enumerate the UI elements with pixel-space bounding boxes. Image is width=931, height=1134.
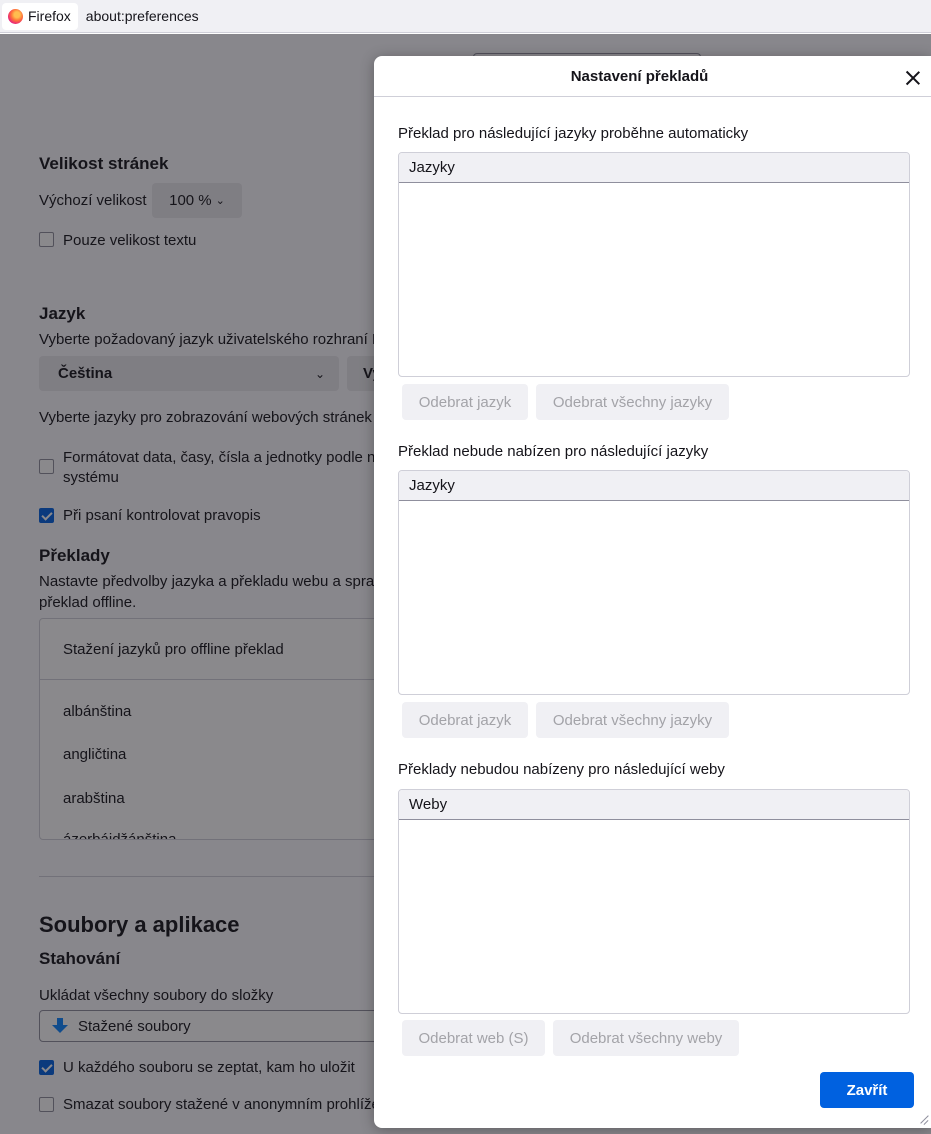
remove-site-button[interactable]: Odebrat web (S) xyxy=(402,1020,545,1056)
url-bar[interactable] xyxy=(0,0,931,33)
never-sites-column-header[interactable]: Weby xyxy=(399,790,909,820)
always-translate-label: Překlad pro následující jazyky proběhne automaticky xyxy=(398,125,749,142)
never-sites-list[interactable] xyxy=(398,789,910,1014)
never-translate-column-header[interactable]: Jazyky xyxy=(399,471,909,501)
never-remove-language-button[interactable]: Odebrat jazyk xyxy=(402,702,528,738)
resize-grip-icon[interactable] xyxy=(917,1114,929,1126)
remove-all-sites-button[interactable]: Odebrat všechny weby xyxy=(553,1020,739,1056)
close-icon[interactable] xyxy=(902,67,924,89)
always-translate-list[interactable] xyxy=(398,152,910,377)
identity-box[interactable] xyxy=(2,3,78,30)
never-translate-label: Překlad nebude nabízen pro následující jazyky xyxy=(398,443,709,460)
always-remove-all-languages-button[interactable]: Odebrat všechny jazyky xyxy=(536,384,729,420)
dialog-title: Nastavení překladů xyxy=(570,67,709,85)
firefox-logo-icon xyxy=(8,9,23,24)
translation-settings-dialog xyxy=(374,56,931,1128)
always-remove-language-button[interactable]: Odebrat jazyk xyxy=(402,384,528,420)
identity-label: Firefox xyxy=(28,8,71,24)
close-button[interactable]: Zavřít xyxy=(820,1072,914,1108)
url-text[interactable]: about:preferences xyxy=(85,8,199,24)
never-translate-list[interactable] xyxy=(398,470,910,695)
never-remove-all-languages-button[interactable]: Odebrat všechny jazyky xyxy=(536,702,729,738)
always-translate-column-header[interactable]: Jazyky xyxy=(399,153,909,183)
never-sites-label: Překlady nebudou nabízeny pro následující weby xyxy=(398,761,725,778)
dialog-title-separator xyxy=(374,96,931,97)
